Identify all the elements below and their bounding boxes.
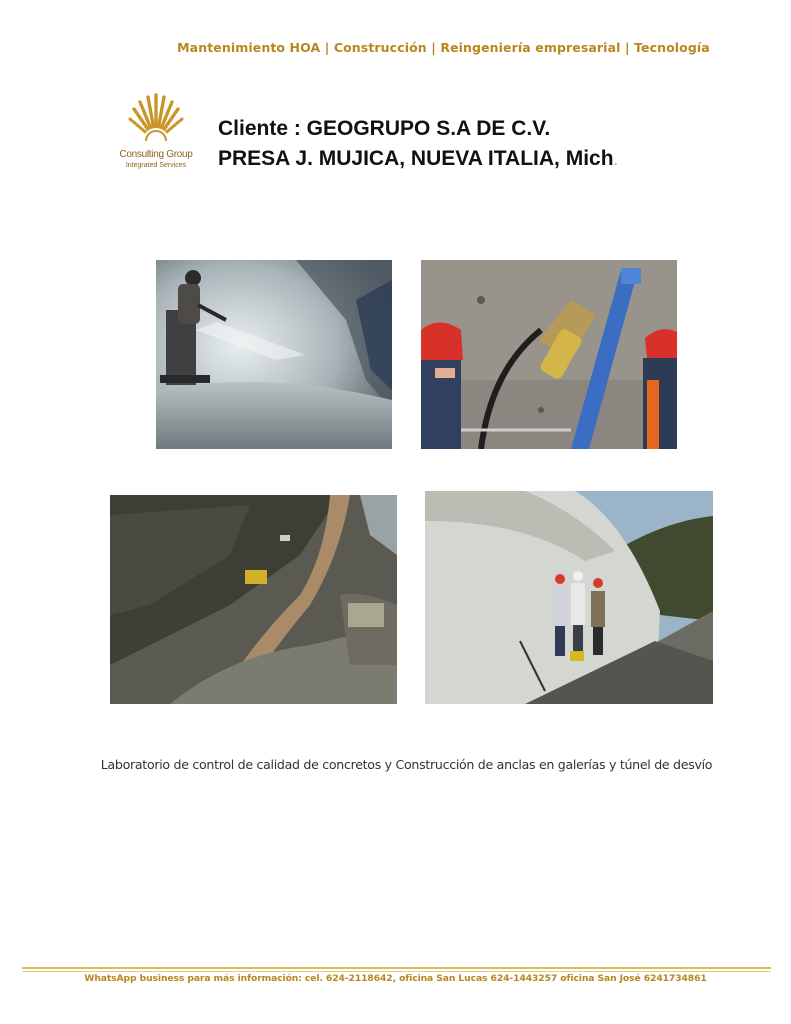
client-title: Cliente : GEOGRUPO S.A DE C.V.: [218, 117, 551, 140]
header-services: Mantenimiento HOA | Construcción | Reingeniería empresarial | Tecnología: [177, 40, 710, 55]
drilling-anchor-photo: [421, 260, 677, 449]
footer-divider-thin: [22, 971, 771, 972]
project-title: [218, 147, 618, 171]
construction-site-road-photo: [110, 495, 397, 704]
project-title-suffix: .: [613, 152, 618, 169]
sunburst-icon: [128, 93, 184, 145]
footer-contact: WhatsApp business para más información: cel. 624-2118642, oficina San Lucas 624-1443257 oficina San José 6241734861: [84, 973, 707, 984]
project-name: PRESA J. MUJICA, NUEVA ITALIA, Mich: [218, 147, 614, 170]
photo-caption: Laboratorio de control de calidad de concretos y Construcción de anclas en galerías y túnel de desvío: [100, 757, 713, 772]
logo-name: Consulting Group: [119, 149, 193, 160]
slope-workers-photo: [425, 491, 713, 704]
company-logo: [112, 93, 200, 179]
footer-divider: [22, 967, 771, 969]
shotcrete-tunnel-photo: [156, 260, 392, 449]
logo-tagline: Integrated Services: [125, 162, 187, 169]
